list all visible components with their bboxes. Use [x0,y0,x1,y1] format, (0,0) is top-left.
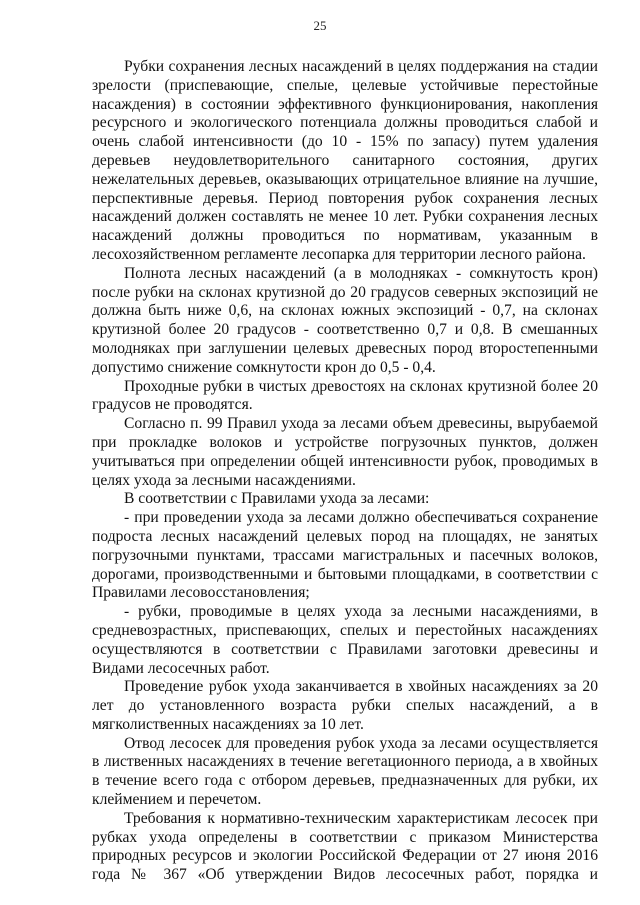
paragraph-8: Требования к нормативно-техническим характеристикам лесосек при рубках ухода определены в соответствии с приказом Министерства природных ресурсов и экологии Российской Федерации от 27 июня 2016 года № 367 «Об утверждении Видов лесосечных работ, порядка и [92,809,598,884]
paragraph-3: Проходные рубки в чистых древостоях на склонах крутизной более 20 градусов не проводятся. [92,377,598,414]
paragraph-6: Проведение рубок ухода заканчивается в хвойных насаждениях за 20 лет до установленного возраста рубки спелых насаждений, а в мягколиственных насаждениях за 10 лет. [92,678,598,733]
paragraph-1: Рубки сохранения лесных насаждений в целях поддержания на стадии зрелости (приспевающие, спелые, целевые устойчивые перестойные насаждения) в состоянии эффективного функционирования, накопления ресурсного и экологического потенциала должны проводиться слабой и очень слабой интенсивности (до 10 - 15% по запасу) путем удаления деревьев неудовлетворительного санитарного состояния, других нежелательных деревьев, оказывающих отрицательное влияние на лучшие, перспективные деревья. Период повторения рубок сохранения лесных насаждений должен составлять не менее 10 лет. Рубки сохранения лесных насаждений должны проводиться по нормативам, указанным в лесохозяйственном регламенте лесопарка для территории лесного района. [92,58,598,263]
page-number: 25 [313,18,327,33]
list-item-2: - рубки, проводимые в целях ухода за лесными насаждениями, в средневозрастных, приспевающих, спелых и перестойных насаждениях осуществляются в соответствии с Правилами заготовки древесины и Видами лесосечных работ. [92,603,598,677]
document-body [92,58,598,885]
paragraph-7: Отвод лесосек для проведения рубок ухода за лесами осуществляется в лиственных насаждениях в течение вегетационного периода, а в хвойных в течение всего года с отбором деревьев, предназначенных для рубки, их клеймением и перечетом. [92,734,598,809]
list-item-1: - при проведении ухода за лесами должно обеспечиваться сохранение подроста лесных насаждений целевых пород на площадях, не занятых погрузочными пунктами, трассами магистральных и пасечных волоков, дорогами, производственными и бытовыми площадками, в соответствии с Правилами лесовосстановления; [92,509,598,602]
paragraph-2: Полнота лесных насаждений (а в молодняках - сомкнутость крон) после рубки на склонах крутизной до 20 градусов северных экспозиций не должна быть ниже 0,6, на склонах южных экспозиций - 0,7, на склонах крутизной более 20 градусов - соответственно 0,7 и 0,8. В смешанных молодняках при заглушении целевых древесных пород второстепенными допустимо снижение сомкнутости крон до 0,5 - 0,4. [92,264,598,376]
paragraph-4: Согласно п. 99 Правил ухода за лесами объем древесины, вырубаемой при прокладке волоков и устройстве погрузочных пунктов, должен учитываться при определении общей интенсивности рубок, проводимых в целях ухода за лесными насаждениями. [92,415,598,489]
paragraph-5: В соответствии с Правилами ухода за лесами: [124,490,430,508]
